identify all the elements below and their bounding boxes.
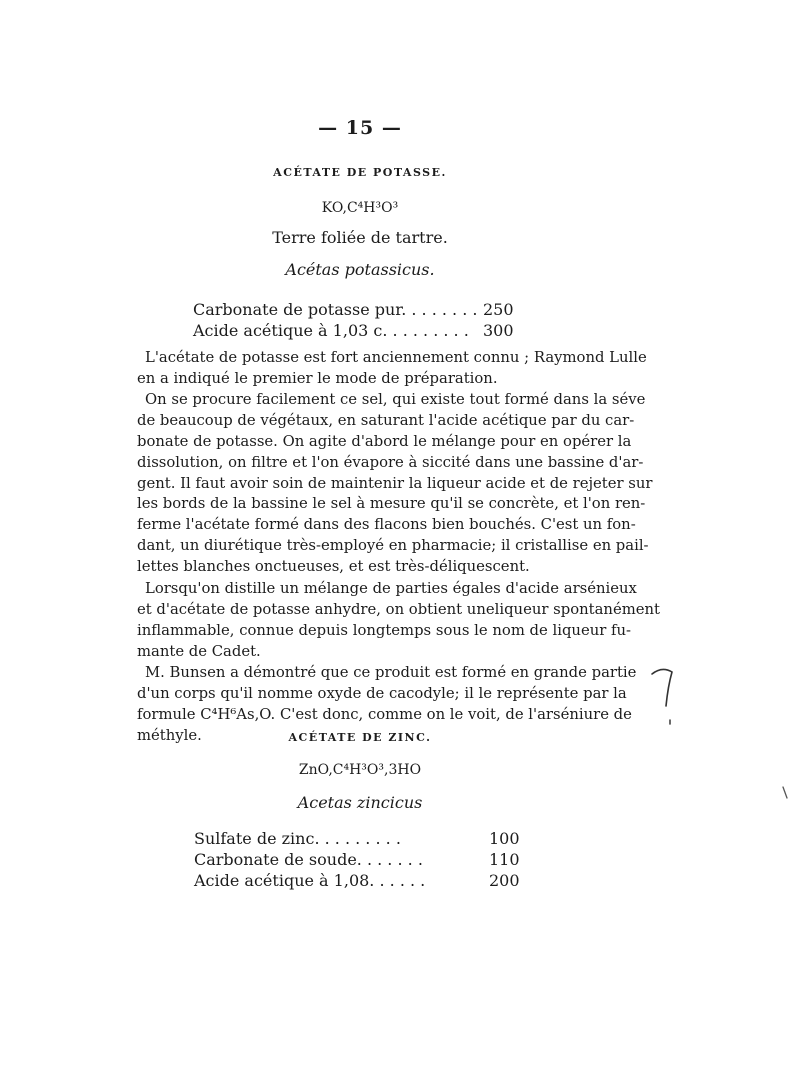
text-line: les bords de la bassine le sel à mesure qu'il se concrète, et l'on ren- xyxy=(137,495,646,513)
text-line: et d'acétate de potasse anhydre, on obtient uneliqueur spontanément xyxy=(137,600,660,618)
text-line: méthyle. xyxy=(137,726,202,744)
ingredient-name: Carbonate de soude. . . . . . . xyxy=(194,850,423,869)
text-line: formule C⁴H⁶As,O. C'est donc, comme on le voit, de l'arséniure de xyxy=(137,705,632,723)
chemical-formula-zinc-acetate: ZnO,C⁴H³O³,3HO xyxy=(298,762,422,778)
ingredient-name: Sulfate de zinc. . . . . . . . . xyxy=(194,829,401,848)
ingredient-quantity: 250 xyxy=(483,300,514,319)
text-line: inflammable, connue depuis longtemps sous le nom de liqueur fu- xyxy=(137,621,632,639)
text-line: en a indiqué le premier le mode de préparation. xyxy=(137,369,498,387)
text-line: Lorsqu'on distille un mélange de parties égales d'acide arsénieux xyxy=(145,580,637,597)
recipe-row xyxy=(193,320,513,341)
paragraph-preparation xyxy=(137,390,653,578)
ingredient-quantity: 110 xyxy=(489,850,520,869)
recipe-row xyxy=(194,870,519,891)
text-line: lettes blanches onctueuses, et est très-déliquescent. xyxy=(137,558,530,576)
chemical-formula-potassium-acetate: KO,C⁴H³O³ xyxy=(321,200,399,216)
text-line: M. Bunsen a démontré que ce produit est formé en grande partie xyxy=(145,664,637,681)
section-heading-potassium-acetate: ACÉTATE DE POTASSE. xyxy=(273,166,447,179)
ingredient-quantity: 100 xyxy=(489,829,520,848)
margin-pencil-tick xyxy=(780,784,792,804)
latin-name-zinc-acetate: Acetas zincicus xyxy=(297,793,423,812)
section-heading-zinc-acetate: ACÉTATE DE ZINC. xyxy=(288,731,432,744)
margin-pencil-mark xyxy=(640,660,700,740)
ingredient-name: Acide acétique à 1,08. . . . . . xyxy=(194,871,426,890)
text-line: L'acétate de potasse est fort anciennement connu ; Raymond Lulle xyxy=(145,349,647,366)
text-line: d'un corps qu'il nomme oxyde de cacodyle; il le représente par la xyxy=(137,684,627,702)
recipe-potassium-acetate xyxy=(193,299,513,341)
ingredient-quantity: 200 xyxy=(489,871,520,890)
recipe-row xyxy=(194,828,519,849)
text-line: bonate de potasse. On agite d'abord le mélange pour en opérer la xyxy=(137,432,632,450)
text-line: ferme l'acétate formé dans des flacons bien bouchés. C'est un fon- xyxy=(137,516,636,534)
ingredient-name: Acide acétique à 1,03 c. . . . . . . . . xyxy=(193,321,469,340)
recipe-zinc-acetate xyxy=(194,828,519,891)
text-line: gent. Il faut avoir soin de maintenir la liqueur acide et de rejeter sur xyxy=(137,474,653,492)
text-line: de beaucoup de végétaux, en saturant l'acide acétique par du car- xyxy=(137,411,635,429)
text-line: mante de Cadet. xyxy=(137,642,261,660)
text-line: dissolution, on filtre et l'on évapore à siccité dans une bassine d'ar- xyxy=(137,453,644,471)
recipe-row xyxy=(194,849,519,870)
ingredient-name: Carbonate de potasse pur. . . . . . . . xyxy=(193,300,478,319)
text-line: dant, un diurétique très-employé en pharmacie; il cristallise en pail- xyxy=(137,537,649,555)
text-line: On se procure facilement ce sel, qui existe tout formé dans la séve xyxy=(145,391,646,408)
ingredient-quantity: 300 xyxy=(483,321,514,340)
latin-name-potassium-acetate: Acétas potassicus. xyxy=(285,260,435,279)
paragraph-history xyxy=(137,348,647,390)
page-number: — 15 — xyxy=(318,117,402,139)
common-name-potassium-acetate: Terre foliée de tartre. xyxy=(272,228,448,247)
paragraph-cadet-liquor xyxy=(137,579,660,663)
recipe-row xyxy=(193,299,513,320)
